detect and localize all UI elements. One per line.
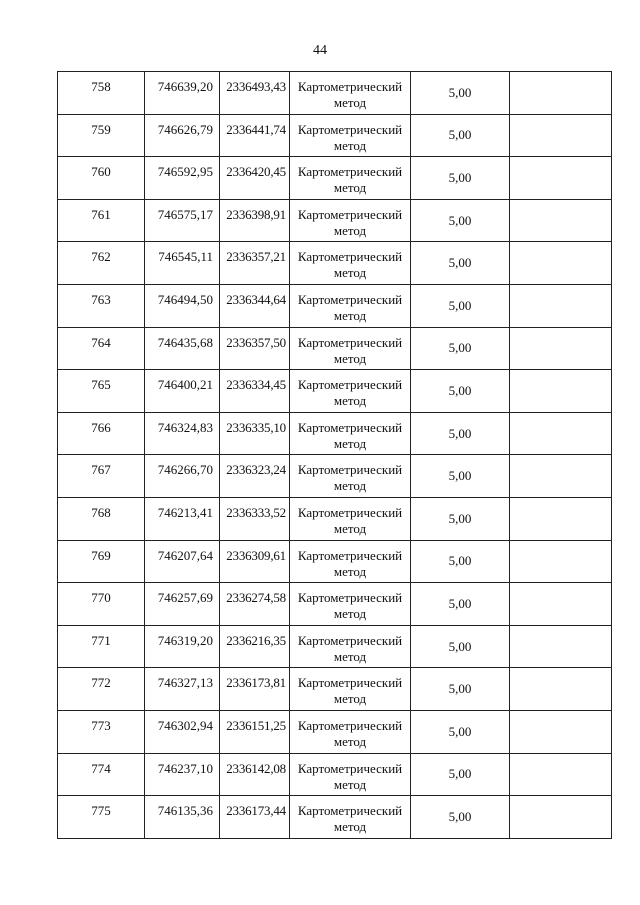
precision-cell: 5,00 [411,497,510,540]
precision-cell: 5,00 [411,668,510,711]
y-coordinate-cell: 2336334,45 [220,370,290,413]
method-line-1: Картометрический [297,121,403,137]
x-coordinate-cell: 746237,10 [145,753,220,796]
y-coordinate-cell: 2336333,52 [220,497,290,540]
note-cell [510,540,612,583]
precision-cell: 5,00 [411,412,510,455]
note-cell [510,710,612,753]
method-line-1: Картометрический [297,462,403,478]
precision-cell: 5,00 [411,370,510,413]
method-line-2: метод [333,819,367,835]
method-line-1: Картометрический [297,334,403,350]
note-cell [510,668,612,711]
table-row [58,625,612,668]
y-coordinate-cell: 2336323,24 [220,455,290,498]
x-coordinate-cell: 746266,70 [145,455,220,498]
precision-cell: 5,00 [411,327,510,370]
method-line-2: метод [333,776,367,792]
method-cell [290,157,411,200]
method-line-2: метод [333,563,367,579]
precision-cell: 5,00 [411,583,510,626]
x-coordinate-cell: 746592,95 [145,157,220,200]
note-cell [510,72,612,115]
note-cell [510,583,612,626]
table-row [58,370,612,413]
y-coordinate-cell: 2336173,44 [220,796,290,839]
table-row [58,114,612,157]
method-cell [290,455,411,498]
method-cell [290,668,411,711]
point-number-cell: 767 [58,455,145,498]
table-row [58,157,612,200]
method-line-1: Картометрический [297,803,403,819]
y-coordinate-cell: 2336357,21 [220,242,290,285]
method-cell [290,753,411,796]
point-number-cell: 768 [58,497,145,540]
table-row [58,583,612,626]
x-coordinate-cell: 746626,79 [145,114,220,157]
method-line-2: метод [333,393,367,409]
point-number-cell: 775 [58,796,145,839]
precision-cell: 5,00 [411,72,510,115]
note-cell [510,157,612,200]
y-coordinate-cell: 2336142,08 [220,753,290,796]
note-cell [510,497,612,540]
method-line-1: Картометрический [297,79,403,94]
table-row [58,72,612,115]
method-line-1: Картометрический [297,291,403,307]
x-coordinate-cell: 746435,68 [145,327,220,370]
point-number-cell: 763 [58,284,145,327]
method-line-2: метод [333,222,367,238]
note-cell [510,242,612,285]
note-cell [510,370,612,413]
y-coordinate-cell: 2336335,10 [220,412,290,455]
x-coordinate-cell: 746302,94 [145,710,220,753]
x-coordinate-cell: 746257,69 [145,583,220,626]
point-number-cell: 765 [58,370,145,413]
method-line-1: Картометрический [297,717,403,733]
method-cell [290,583,411,626]
method-line-1: Картометрический [297,504,403,520]
y-coordinate-cell: 2336357,50 [220,327,290,370]
table-body [58,72,612,839]
note-cell [510,796,612,839]
note-cell [510,753,612,796]
point-number-cell: 773 [58,710,145,753]
precision-cell: 5,00 [411,114,510,157]
method-line-1: Картометрический [297,760,403,776]
y-coordinate-cell: 2336173,81 [220,668,290,711]
table-row [58,412,612,455]
x-coordinate-cell: 746207,64 [145,540,220,583]
y-coordinate-cell: 2336216,35 [220,625,290,668]
note-cell [510,284,612,327]
table-row [58,327,612,370]
method-line-2: метод [333,95,367,110]
method-cell [290,796,411,839]
note-cell [510,455,612,498]
x-coordinate-cell: 746400,21 [145,370,220,413]
x-coordinate-cell: 746494,50 [145,284,220,327]
method-line-2: метод [333,435,367,451]
method-cell [290,72,411,115]
precision-cell: 5,00 [411,796,510,839]
table-row [58,497,612,540]
y-coordinate-cell: 2336493,43 [220,72,290,115]
method-cell [290,412,411,455]
method-cell [290,327,411,370]
x-coordinate-cell: 746319,20 [145,625,220,668]
x-coordinate-cell: 746639,20 [145,72,220,115]
method-cell [290,284,411,327]
table-row [58,284,612,327]
point-number-cell: 761 [58,199,145,242]
method-line-2: метод [333,478,367,494]
precision-cell: 5,00 [411,753,510,796]
method-cell [290,114,411,157]
method-line-1: Картометрический [297,206,403,222]
precision-cell: 5,00 [411,455,510,498]
method-line-2: метод [333,606,367,622]
precision-cell: 5,00 [411,625,510,668]
precision-cell: 5,00 [411,710,510,753]
method-line-1: Картометрический [297,249,403,265]
method-line-2: метод [333,307,367,323]
table-row [58,710,612,753]
point-number-cell: 760 [58,157,145,200]
method-line-2: метод [333,350,367,366]
method-cell [290,710,411,753]
table-row [58,455,612,498]
point-number-cell: 769 [58,540,145,583]
point-number-cell: 766 [58,412,145,455]
table-row [58,242,612,285]
method-line-2: метод [333,137,367,153]
method-line-2: метод [333,648,367,664]
x-coordinate-cell: 746135,36 [145,796,220,839]
y-coordinate-cell: 2336151,25 [220,710,290,753]
precision-cell: 5,00 [411,199,510,242]
table-row [58,199,612,242]
method-line-2: метод [333,520,367,536]
table-row [58,753,612,796]
method-cell [290,199,411,242]
x-coordinate-cell: 746545,11 [145,242,220,285]
point-number-cell: 774 [58,753,145,796]
note-cell [510,625,612,668]
point-number-cell: 764 [58,327,145,370]
precision-cell: 5,00 [411,540,510,583]
table-row [58,668,612,711]
method-line-1: Картометрический [297,419,403,435]
point-number-cell: 762 [58,242,145,285]
x-coordinate-cell: 746575,17 [145,199,220,242]
method-line-2: метод [333,733,367,749]
method-line-2: метод [333,265,367,281]
method-line-2: метод [333,180,367,196]
precision-cell: 5,00 [411,242,510,285]
y-coordinate-cell: 2336441,74 [220,114,290,157]
y-coordinate-cell: 2336309,61 [220,540,290,583]
note-cell [510,327,612,370]
method-cell [290,540,411,583]
method-line-1: Картометрический [297,377,403,393]
y-coordinate-cell: 2336420,45 [220,157,290,200]
point-number-cell: 771 [58,625,145,668]
y-coordinate-cell: 2336344,64 [220,284,290,327]
point-number-cell: 772 [58,668,145,711]
note-cell [510,199,612,242]
method-line-1: Картометрический [297,590,403,606]
coordinates-table [57,71,612,839]
method-line-1: Картометрический [297,632,403,648]
page-number: 44 [313,43,327,58]
method-cell [290,625,411,668]
method-cell [290,497,411,540]
table-row [58,540,612,583]
point-number-cell: 759 [58,114,145,157]
method-cell [290,370,411,413]
x-coordinate-cell: 746324,83 [145,412,220,455]
precision-cell: 5,00 [411,284,510,327]
y-coordinate-cell: 2336274,58 [220,583,290,626]
note-cell [510,412,612,455]
x-coordinate-cell: 746327,13 [145,668,220,711]
note-cell [510,114,612,157]
y-coordinate-cell: 2336398,91 [220,199,290,242]
x-coordinate-cell: 746213,41 [145,497,220,540]
method-cell [290,242,411,285]
method-line-1: Картометрический [297,164,403,180]
method-line-1: Картометрический [297,675,403,691]
precision-cell: 5,00 [411,157,510,200]
method-line-1: Картометрический [297,547,403,563]
point-number-cell: 758 [58,72,145,115]
point-number-cell: 770 [58,583,145,626]
table-row [58,796,612,839]
method-line-2: метод [333,691,367,707]
